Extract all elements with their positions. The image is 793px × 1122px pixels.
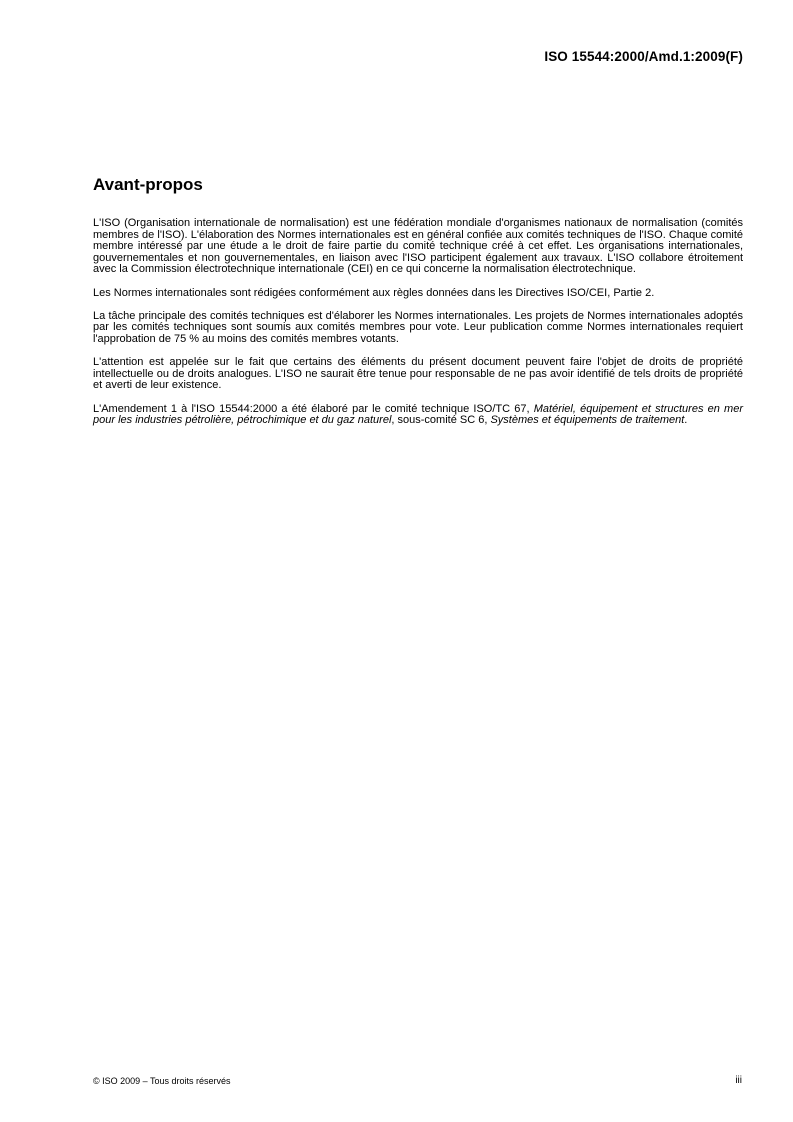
- page-number: iii: [735, 1075, 742, 1086]
- committee-name: Matériel, équipement et structures en mer pour les industries pétrolière, pétrochimique et du gaz naturel: [93, 402, 743, 427]
- section-title: Avant-propos: [93, 175, 203, 194]
- subcommittee-intro: , sous-comité SC 6,: [391, 414, 491, 427]
- amendment-intro: L'Amendement 1 à l'ISO 15544:2000 a été élaboré par le comité technique ISO/TC 67,: [93, 402, 534, 415]
- paragraph-iso-organisation: L'ISO (Organisation internationale de normalisation) est une fédération mondiale d'organismes nationaux de normalisation (comités membres de l'ISO). L'élaboration des Normes internationales est en général confiée aux comités techniques de l'ISO. Chaque comité membre intéressé par une étude a le droit de faire partie du comité technique créé à cet effet. Les organisations internationales, gouvernementales et non gouvernementales, en liaison avec l'ISO participent également aux travaux. L'ISO collabore étroitement avec la Commission électrotechnique internationale (CEI) en ce qui concerne la normalisation électrotechnique.: [93, 217, 743, 276]
- paragraph-technical-committees: La tâche principale des comités techniques est d'élaborer les Normes internationales. Les projets de Normes internationales adoptés par les comités techniques sont soumis aux comités membres pour vote. Leur publication comme Normes internationales requiert l'approbation de 75 % au moins des comités membres votants.: [93, 309, 743, 345]
- foreword-body: [93, 218, 743, 438]
- subcommittee-name: Systèmes et équipements de traitement: [490, 414, 685, 427]
- paragraph-directives: Les Normes internationales sont rédigées conformément aux règles données dans les Directives ISO/CEI, Partie 2.: [93, 286, 655, 299]
- paragraph-amendment: [93, 404, 743, 427]
- amendment-end: .: [684, 414, 688, 427]
- paragraph-patent-rights: L'attention est appelée sur le fait que certains des éléments du présent document peuvent faire l'objet de droits de propriété intellectuelle ou de droits analogues. L'ISO ne saurait être tenue pour responsable de ne pas avoir identifié de tels droits de propriété et averti de leur existence.: [93, 356, 743, 392]
- document-identifier: ISO 15544:2000/Amd.1:2009(F): [544, 49, 743, 64]
- copyright-notice: © ISO 2009 – Tous droits réservés: [93, 1076, 231, 1086]
